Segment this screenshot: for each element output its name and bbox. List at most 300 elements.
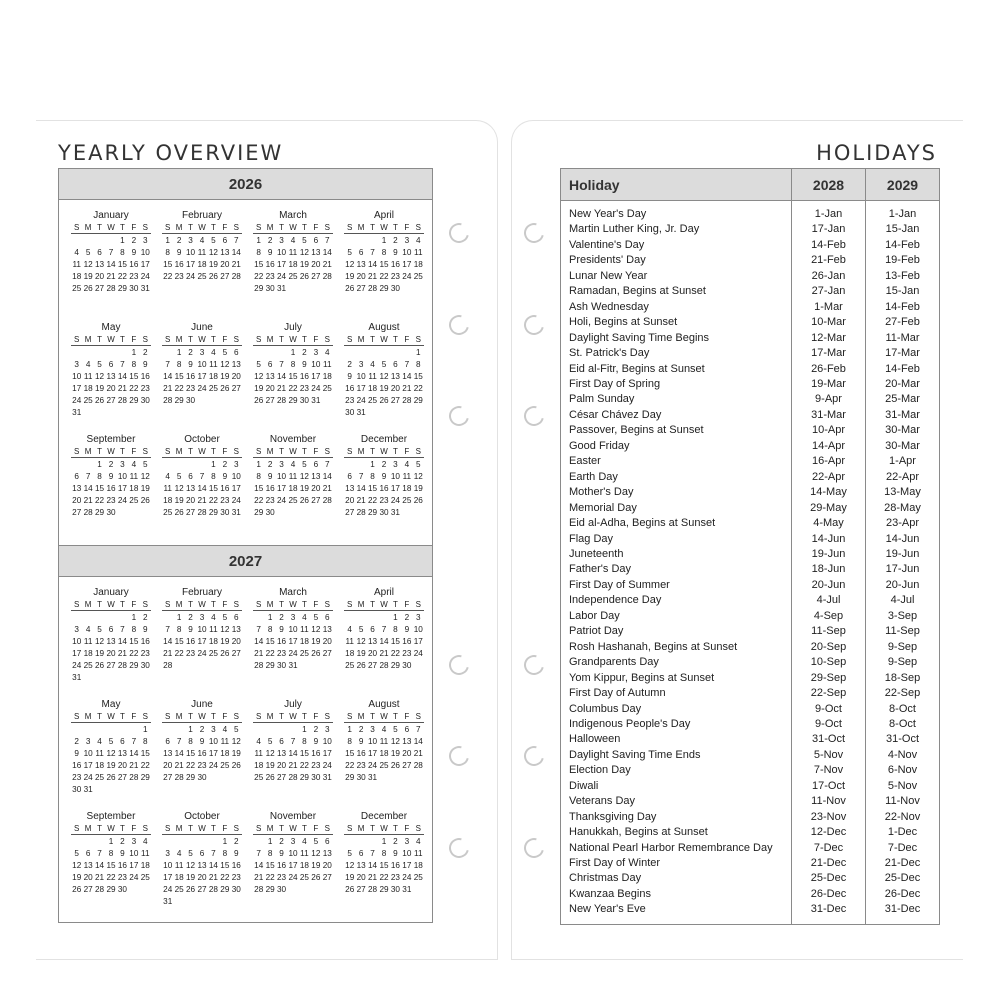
day-number: 30 (72, 785, 82, 794)
day-number: 15 (129, 637, 139, 646)
day-number: 9 (267, 472, 273, 481)
day-number: 30 (345, 408, 355, 417)
day-number: 30 (106, 508, 116, 517)
holiday-date-2028: 14-Feb (811, 238, 846, 251)
weekday-label: S (324, 712, 330, 721)
day-number: 27 (231, 649, 241, 658)
empty-day (355, 460, 366, 469)
day-number: 3 (199, 613, 205, 622)
weekday-label: M (84, 447, 92, 456)
day-number: 22 (368, 496, 378, 505)
day-number: 3 (370, 725, 375, 734)
day-number: 2 (358, 725, 364, 734)
holiday-date-2028: 7-Nov (813, 764, 844, 777)
day-number: 4 (211, 348, 216, 357)
day-number: 11 (72, 260, 81, 269)
day-number: 28 (379, 661, 389, 670)
day-number: 18 (174, 873, 184, 882)
holidays-table-header (561, 169, 939, 201)
day-number: 4 (404, 460, 410, 469)
holiday-name: Independence Day (569, 594, 662, 607)
day-number: 18 (208, 372, 218, 381)
day-number: 28 (277, 396, 287, 405)
day-number: 8 (143, 737, 148, 746)
day-number: 28 (288, 773, 298, 782)
day-number: 21 (322, 260, 332, 269)
day-number: 11 (300, 625, 309, 634)
yearly-overview-page (36, 120, 498, 960)
weekday-label: T (119, 335, 125, 344)
day-number: 21 (174, 761, 184, 770)
empty-day (367, 613, 378, 622)
weekday-label: F (222, 223, 228, 232)
day-number: 19 (345, 272, 355, 281)
day-number: 23 (197, 761, 207, 770)
day-number: 3 (290, 837, 296, 846)
day-number: 22 (174, 649, 184, 658)
day-number: 4 (222, 725, 228, 734)
day-number: 24 (413, 649, 423, 658)
day-number: 11 (141, 849, 150, 858)
empty-day (94, 348, 105, 357)
day-number: 28 (117, 661, 127, 670)
day-number: 16 (390, 861, 400, 870)
day-number: 19 (186, 873, 196, 882)
holiday-date-2029: 20-Jun (885, 578, 920, 591)
day-number: 31 (288, 661, 298, 670)
day-number: 5 (74, 849, 79, 858)
empty-day (82, 348, 93, 357)
weekday-label: T (370, 600, 375, 609)
day-number: 14 (106, 260, 116, 269)
weekday-label: S (347, 600, 353, 609)
weekday-label: S (415, 447, 421, 456)
day-number: 7 (370, 248, 375, 257)
day-number: 2 (188, 348, 193, 357)
day-number: 12 (299, 248, 309, 257)
holiday-name: First Day of Autumn (569, 687, 666, 700)
day-number: 1 (381, 837, 387, 846)
day-number: 22 (174, 384, 184, 393)
day-number: 5 (222, 348, 228, 357)
day-number: 10 (197, 360, 207, 369)
day-number: 26 (95, 661, 105, 670)
day-number: 11 (129, 472, 139, 481)
holiday-date-2029: 7-Dec (887, 841, 918, 854)
holiday-name: Mother's Day (569, 486, 634, 499)
day-number: 10 (356, 372, 366, 381)
day-number: 9 (347, 372, 352, 381)
holiday-name: First Day of Spring (569, 377, 661, 390)
day-number: 21 (402, 384, 412, 393)
month-name: July (284, 699, 302, 710)
weekday-label: W (380, 712, 388, 721)
month-calendar (253, 210, 333, 293)
empty-day (82, 837, 93, 846)
day-number: 6 (165, 737, 170, 746)
day-number: 25 (413, 272, 423, 281)
day-number: 22 (117, 272, 127, 281)
day-number: 20 (231, 372, 241, 381)
day-number: 7 (120, 625, 125, 634)
weekday-label: F (222, 335, 228, 344)
month-name: September (86, 811, 136, 822)
day-number: 18 (197, 260, 207, 269)
day-number: 23 (299, 384, 309, 393)
day-number: 3 (234, 460, 239, 469)
day-number: 23 (129, 272, 139, 281)
day-number: 15 (186, 749, 196, 758)
day-number: 30 (402, 661, 412, 670)
holiday-date-2028: 31-Mar (811, 408, 846, 421)
holiday-date-2029: 21-Dec (884, 857, 921, 870)
day-number: 17 (402, 861, 412, 870)
weekday-label: T (301, 712, 307, 721)
day-number: 24 (129, 873, 139, 882)
holiday-date-2028: 4-Sep (813, 609, 844, 622)
weekday-label: T (392, 712, 398, 721)
day-grid (253, 348, 333, 405)
day-number: 1 (290, 348, 296, 357)
empty-day (378, 348, 389, 357)
weekday-header (344, 335, 424, 346)
holiday-name: Grandparents Day (569, 656, 659, 669)
weekday-label: M (266, 335, 274, 344)
day-number: 8 (267, 849, 273, 858)
day-number: 5 (302, 460, 307, 469)
holiday-name: Rosh Hashanah, Begins at Sunset (569, 640, 738, 653)
weekday-label: S (74, 223, 80, 232)
holiday-name: Eid al-Adha, Begins at Sunset (569, 517, 716, 530)
day-number: 5 (347, 248, 352, 257)
day-number: 26 (72, 885, 82, 894)
day-number: 26 (299, 272, 309, 281)
weekday-header (71, 824, 151, 835)
day-number: 31 (402, 885, 412, 894)
day-number: 9 (234, 849, 239, 858)
day-number: 5 (267, 737, 273, 746)
weekday-label: S (324, 335, 330, 344)
weekday-label: S (142, 824, 148, 833)
day-number: 6 (199, 849, 205, 858)
holiday-date-2028: 10-Apr (811, 424, 846, 437)
day-number: 5 (302, 236, 307, 245)
day-number: 5 (234, 725, 239, 734)
day-number: 28 (356, 508, 366, 517)
day-number: 14 (83, 484, 93, 493)
day-number: 21 (95, 873, 105, 882)
day-number: 11 (288, 472, 298, 481)
weekday-label: T (97, 223, 102, 232)
year-calendar-2026 (59, 200, 432, 545)
day-number: 7 (370, 849, 375, 858)
day-number: 8 (416, 360, 421, 369)
holiday-date-2029: 9-Sep (887, 640, 918, 653)
day-number: 18 (83, 649, 93, 658)
day-number: 4 (74, 248, 79, 257)
day-number: 11 (402, 472, 412, 481)
empty-day (162, 725, 173, 734)
day-number: 18 (129, 484, 139, 493)
day-grid (162, 613, 242, 670)
holiday-date-2028: 4-Jul (816, 594, 841, 607)
weekday-header (71, 600, 151, 611)
day-number: 26 (299, 496, 309, 505)
day-number: 3 (74, 360, 79, 369)
day-number: 25 (83, 396, 93, 405)
day-number: 16 (390, 260, 400, 269)
day-number: 6 (370, 625, 375, 634)
day-number: 14 (95, 861, 105, 870)
day-number: 29 (174, 396, 184, 405)
day-number: 17 (129, 861, 139, 870)
day-number: 17 (402, 260, 412, 269)
day-number: 4 (143, 837, 148, 846)
day-number: 4 (302, 837, 307, 846)
holiday-date-2029: 22-Nov (884, 810, 921, 823)
day-number: 28 (95, 885, 105, 894)
day-number: 14 (277, 372, 287, 381)
day-number: 7 (404, 360, 410, 369)
day-number: 16 (140, 372, 150, 381)
day-number: 13 (231, 360, 241, 369)
weekday-label: T (279, 223, 284, 232)
day-number: 30 (390, 885, 400, 894)
weekday-label: S (165, 335, 171, 344)
day-number: 25 (379, 761, 389, 770)
month-calendar (253, 587, 333, 670)
day-number: 29 (106, 885, 116, 894)
day-number: 11 (300, 849, 309, 858)
day-number: 16 (356, 749, 366, 758)
day-number: 19 (390, 749, 400, 758)
day-number: 3 (416, 613, 421, 622)
day-number: 11 (323, 360, 332, 369)
day-number: 20 (72, 496, 82, 505)
day-number: 24 (117, 496, 127, 505)
weekday-label: F (131, 447, 137, 456)
day-number: 9 (279, 849, 284, 858)
day-number: 20 (95, 272, 105, 281)
day-number: 16 (402, 637, 412, 646)
day-number: 23 (106, 496, 116, 505)
day-number: 1 (381, 236, 387, 245)
holiday-date-2029: 4-Jul (890, 594, 915, 607)
day-number: 3 (404, 236, 410, 245)
day-number: 16 (265, 260, 275, 269)
weekday-label: F (313, 335, 319, 344)
day-grid (71, 837, 151, 894)
holiday-date-2028: 11-Sep (811, 625, 846, 638)
weekday-header (71, 712, 151, 723)
day-number: 6 (120, 737, 125, 746)
empty-day (105, 236, 116, 245)
day-number: 23 (277, 873, 287, 882)
holiday-date-2029: 1-Apr (889, 455, 916, 468)
day-number: 28 (402, 396, 412, 405)
day-number: 24 (208, 761, 218, 770)
weekday-label: M (266, 223, 274, 232)
day-number: 2 (302, 348, 307, 357)
weekday-label: M (357, 223, 365, 232)
weekday-label: T (210, 447, 216, 456)
day-number: 26 (356, 661, 366, 670)
day-number: 17 (277, 484, 287, 493)
day-number: 11 (414, 849, 423, 858)
day-number: 5 (381, 360, 387, 369)
holiday-date-2029: 14-Feb (885, 362, 920, 375)
day-number: 7 (416, 725, 421, 734)
day-number: 21 (117, 384, 127, 393)
day-number: 27 (83, 885, 93, 894)
holiday-name: Easter (569, 455, 601, 468)
weekday-label: T (210, 335, 216, 344)
day-number: 27 (356, 284, 366, 293)
day-number: 3 (165, 849, 170, 858)
day-number: 17 (197, 637, 207, 646)
day-number: 11 (379, 737, 389, 746)
day-grid (253, 837, 333, 894)
day-number: 10 (208, 737, 218, 746)
weekday-label: T (119, 223, 125, 232)
day-number: 3 (313, 348, 319, 357)
day-number: 18 (288, 260, 298, 269)
day-number: 27 (356, 885, 366, 894)
day-number: 29 (379, 284, 389, 293)
empty-day (162, 460, 173, 469)
day-number: 10 (402, 248, 412, 257)
holiday-date-2028: 17-Mar (811, 347, 846, 360)
weekday-label: T (188, 447, 193, 456)
weekday-label: F (404, 824, 410, 833)
weekday-label: S (233, 447, 239, 456)
holiday-date-2029: 19-Jun (885, 547, 920, 560)
day-number: 12 (72, 861, 82, 870)
weekday-label: T (97, 824, 102, 833)
weekday-label: F (404, 600, 410, 609)
day-number: 14 (163, 372, 173, 381)
day-number: 28 (197, 508, 207, 517)
holiday-name: Juneteenth (569, 547, 624, 560)
empty-day (264, 348, 275, 357)
day-number: 19 (254, 384, 264, 393)
day-number: 30 (140, 396, 150, 405)
weekday-label: S (74, 824, 80, 833)
day-number: 8 (176, 360, 182, 369)
holiday-name: Presidents' Day (569, 254, 646, 267)
weekday-label: T (188, 600, 193, 609)
day-number: 22 (140, 761, 150, 770)
day-number: 26 (265, 773, 275, 782)
weekday-label: T (210, 223, 216, 232)
weekday-label: W (380, 223, 388, 232)
day-number: 4 (85, 625, 91, 634)
month-calendar (162, 322, 242, 405)
day-number: 12 (140, 472, 150, 481)
weekday-label: T (301, 335, 307, 344)
day-number: 1 (188, 725, 193, 734)
day-number: 4 (302, 613, 307, 622)
day-number: 21 (106, 272, 116, 281)
day-number: 2 (267, 236, 273, 245)
weekday-label: M (357, 335, 365, 344)
day-number: 29 (140, 773, 150, 782)
weekday-label: M (84, 712, 92, 721)
weekday-label: F (313, 712, 319, 721)
day-number: 23 (390, 272, 400, 281)
month-calendar (162, 699, 242, 782)
weekday-header (253, 223, 333, 234)
day-number: 16 (72, 761, 82, 770)
holiday-date-2028: 22-Sep (810, 687, 847, 700)
day-number: 23 (402, 649, 412, 658)
empty-day (117, 613, 128, 622)
day-number: 12 (254, 372, 264, 381)
day-number: 29 (254, 508, 264, 517)
holiday-name: Holi, Begins at Sunset (569, 316, 678, 329)
day-number: 16 (345, 384, 355, 393)
holiday-name: Father's Day (569, 563, 632, 576)
day-number: 1 (108, 837, 114, 846)
day-number: 19 (345, 873, 355, 882)
day-number: 25 (163, 508, 173, 517)
day-number: 17 (117, 484, 127, 493)
day-number: 25 (174, 885, 184, 894)
day-number: 17 (140, 260, 150, 269)
day-number: 2 (176, 236, 182, 245)
weekday-header (162, 600, 242, 611)
holiday-date-2029: 30-Mar (885, 439, 920, 452)
day-number: 15 (95, 484, 105, 493)
day-number: 19 (220, 637, 230, 646)
day-number: 11 (288, 248, 298, 257)
day-number: 19 (311, 637, 321, 646)
day-number: 13 (186, 484, 196, 493)
day-number: 23 (140, 384, 150, 393)
day-number: 24 (186, 272, 196, 281)
month-calendar (162, 587, 242, 670)
month-calendar (71, 811, 151, 894)
holiday-date-2028: 10-Mar (811, 316, 846, 329)
day-number: 16 (129, 260, 139, 269)
day-number: 5 (313, 837, 319, 846)
day-number: 10 (277, 472, 287, 481)
weekday-label: S (165, 600, 171, 609)
day-number: 16 (231, 861, 241, 870)
weekday-label: M (84, 335, 92, 344)
day-number: 4 (165, 472, 170, 481)
day-number: 18 (220, 749, 230, 758)
weekday-header (344, 223, 424, 234)
day-number: 7 (256, 625, 261, 634)
day-number: 26 (220, 384, 230, 393)
holiday-date-2028: 31-Dec (810, 903, 847, 916)
day-number: 27 (106, 396, 116, 405)
holiday-date-2028: 19-Jun (811, 547, 846, 560)
day-number: 9 (267, 248, 273, 257)
day-number: 15 (390, 637, 400, 646)
holiday-date-2029: 17-Jun (885, 563, 920, 576)
holiday-date-2029: 14-Feb (885, 238, 920, 251)
weekday-label: W (198, 223, 206, 232)
day-number: 3 (74, 625, 79, 634)
weekday-label: M (357, 712, 365, 721)
day-number: 18 (402, 484, 412, 493)
weekday-label: T (301, 824, 307, 833)
weekday-label: S (415, 335, 421, 344)
day-number: 15 (413, 372, 423, 381)
weekday-label: M (84, 824, 92, 833)
